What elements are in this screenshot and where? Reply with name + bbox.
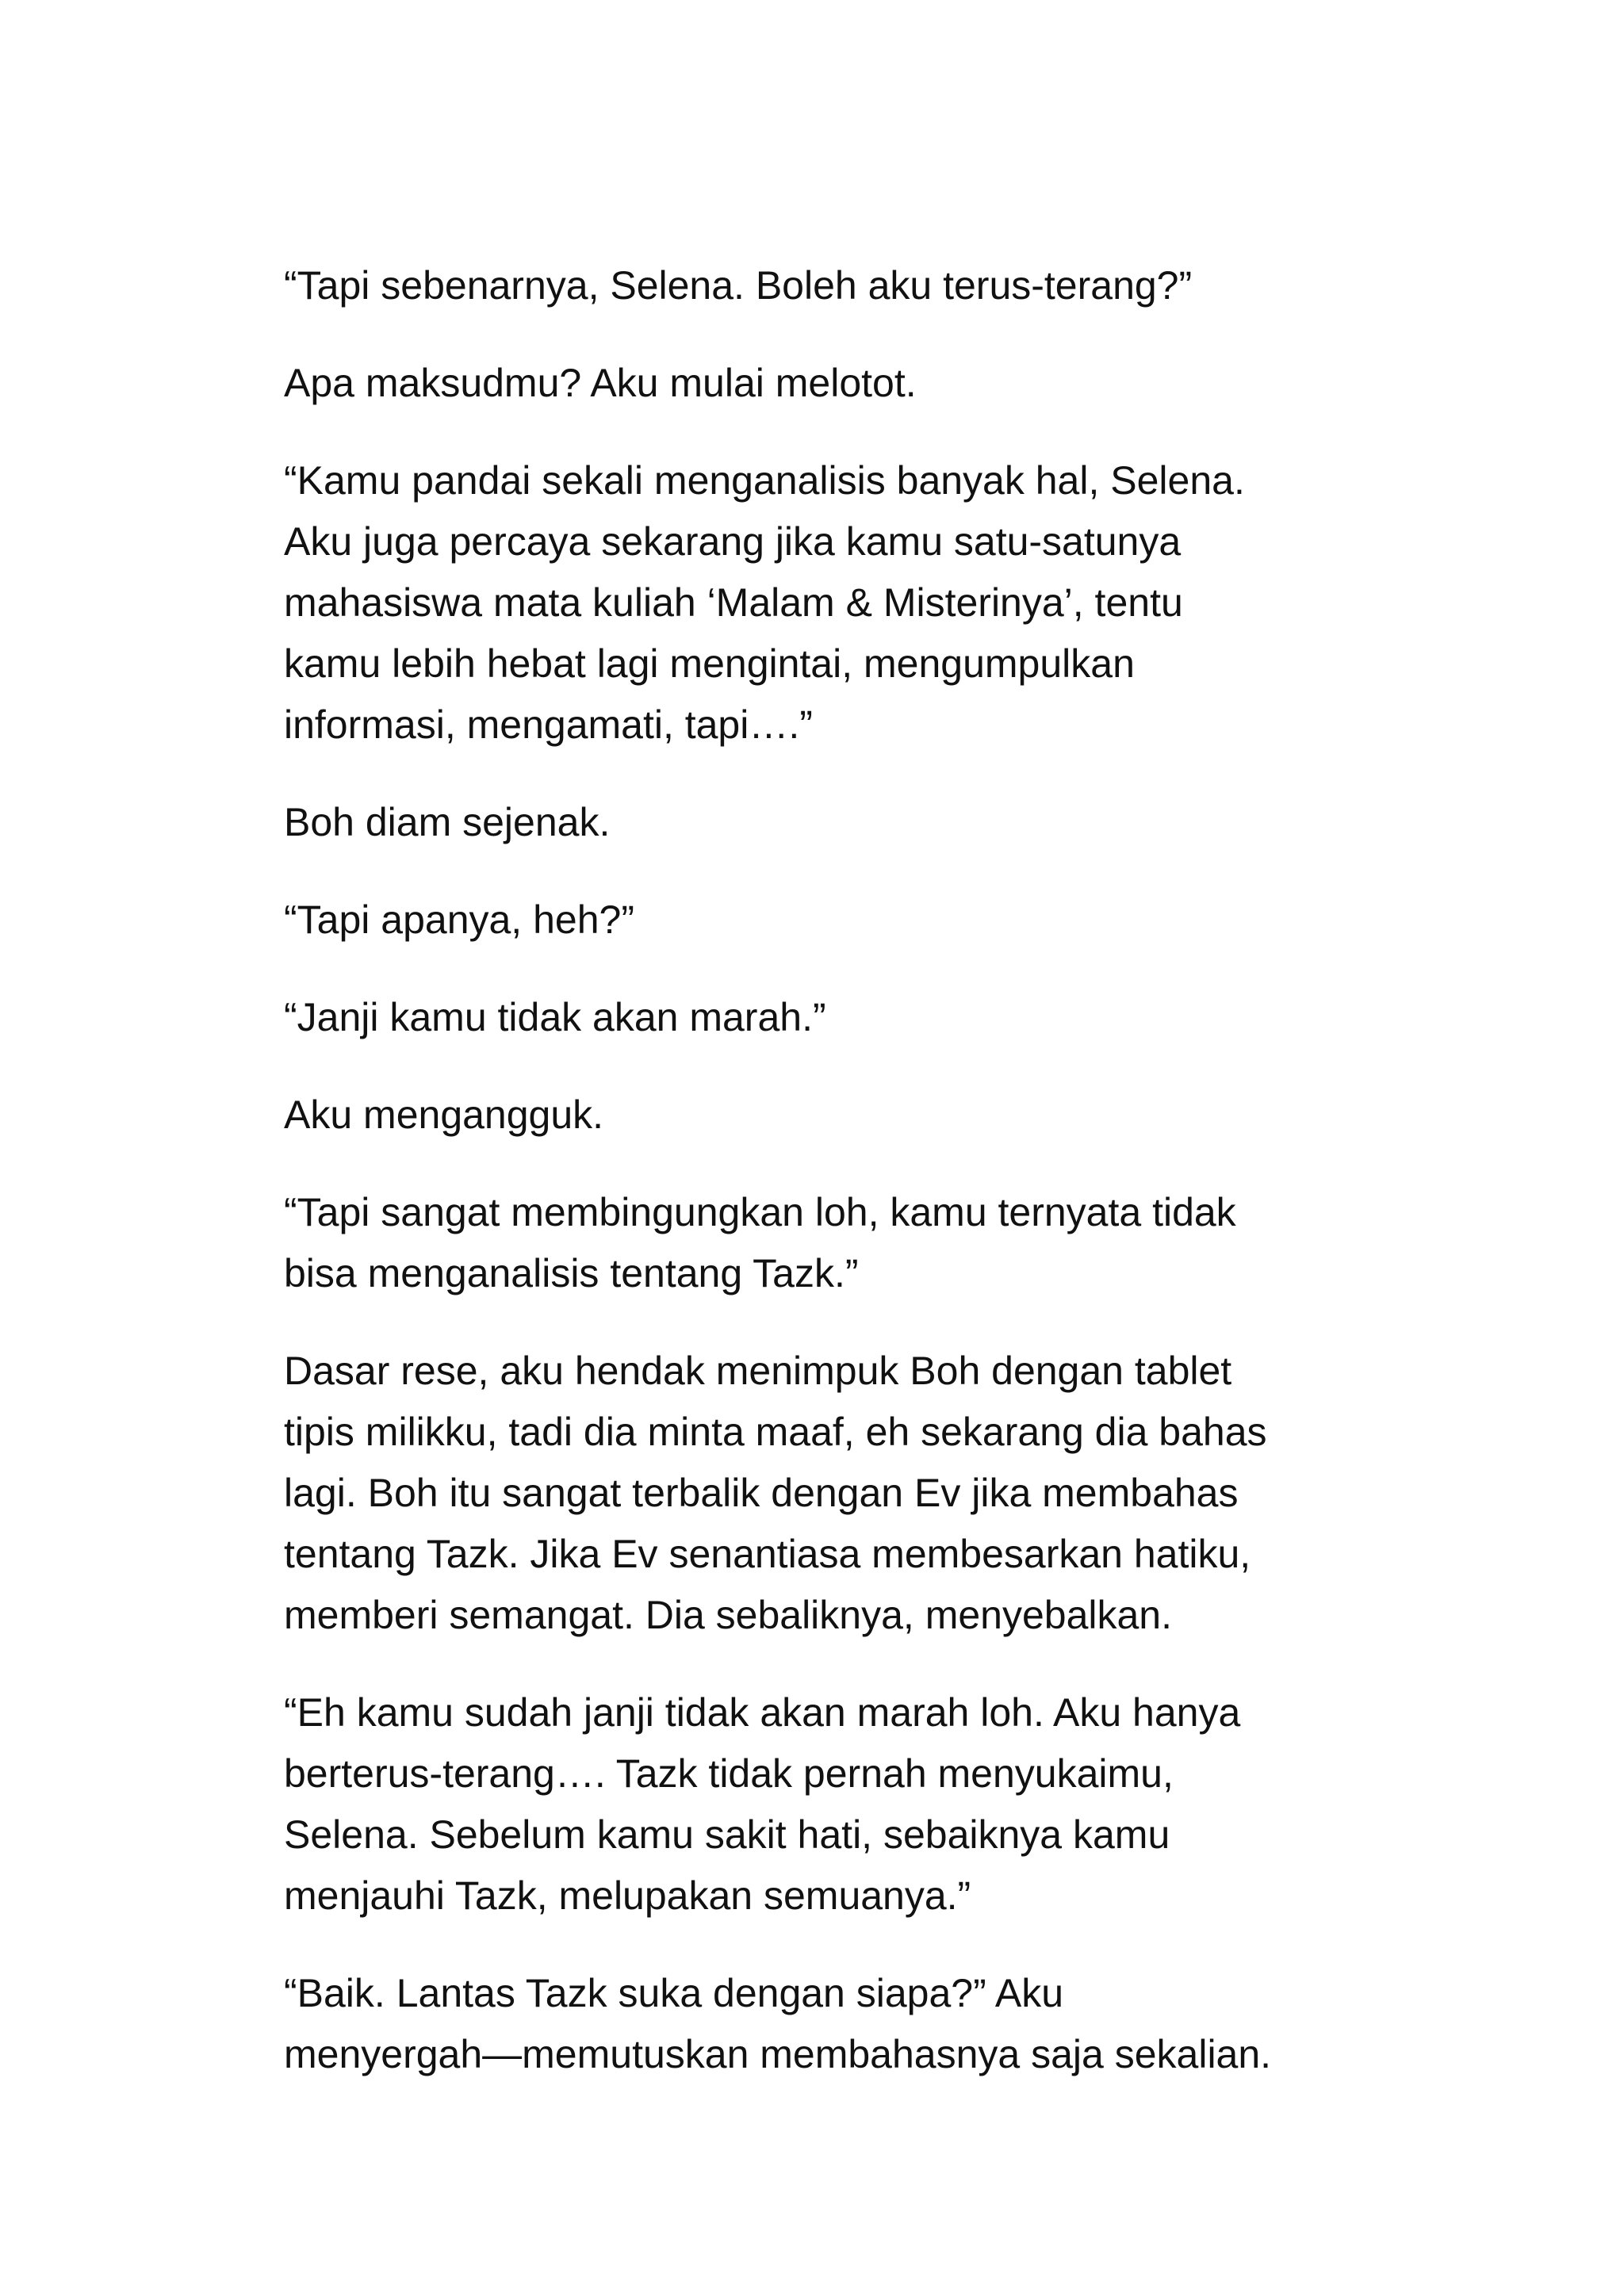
paragraph-9: Dasar rese, aku hendak menimpuk Boh dengan tablet tipis milikku, tadi dia minta maaf, eh sekarang dia bahas lagi. Boh itu sangat terbalik dengan Ev jika membahas tentang Tazk. Jika Ev senantiasa membesarkan hatiku, memberi semangat. Dia sebaliknya, menyebalkan. (284, 1349, 1267, 1637)
paragraph-11: “Baik. Lantas Tazk suka dengan siapa?” Aku menyergah—memutuskan membahasnya saja sekalian. (284, 1971, 1272, 2076)
paragraph-5: “Tapi apanya, heh?” (284, 897, 634, 942)
paragraph-10: “Eh kamu sudah janji tidak akan marah loh. Aku hanya berterus-terang…. Tazk tidak pernah menyukaimu, Selena. Sebelum kamu sakit hati, sebaiknya kamu menjauhi Tazk, melupakan semuanya.” (284, 1690, 1241, 1918)
paragraph-1: “Tapi sebenarnya, Selena. Boleh aku terus-terang?” (284, 263, 1193, 308)
paragraph-3: “Kamu pandai sekali menganalisis banyak hal, Selena. Aku juga percaya sekarang jika kamu satu-satunya mahasiswa mata kuliah ‘Malam & Misterinya’, tentu kamu lebih hebat lagi mengintai, mengumpulkan informasi, mengamati, tapi….” (284, 458, 1245, 747)
paragraph-7: Aku mengangguk. (284, 1093, 604, 1137)
paragraph-2: Apa maksudmu? Aku mulai melotot. (284, 361, 917, 405)
paragraph-4: Boh diam sejenak. (284, 800, 611, 844)
document-body (284, 255, 1394, 2122)
paragraph-8: “Tapi sangat membingungkan loh, kamu ternyata tidak bisa menganalisis tentang Tazk.” (284, 1190, 1236, 1295)
paragraph-6: “Janji kamu tidak akan marah.” (284, 995, 826, 1039)
